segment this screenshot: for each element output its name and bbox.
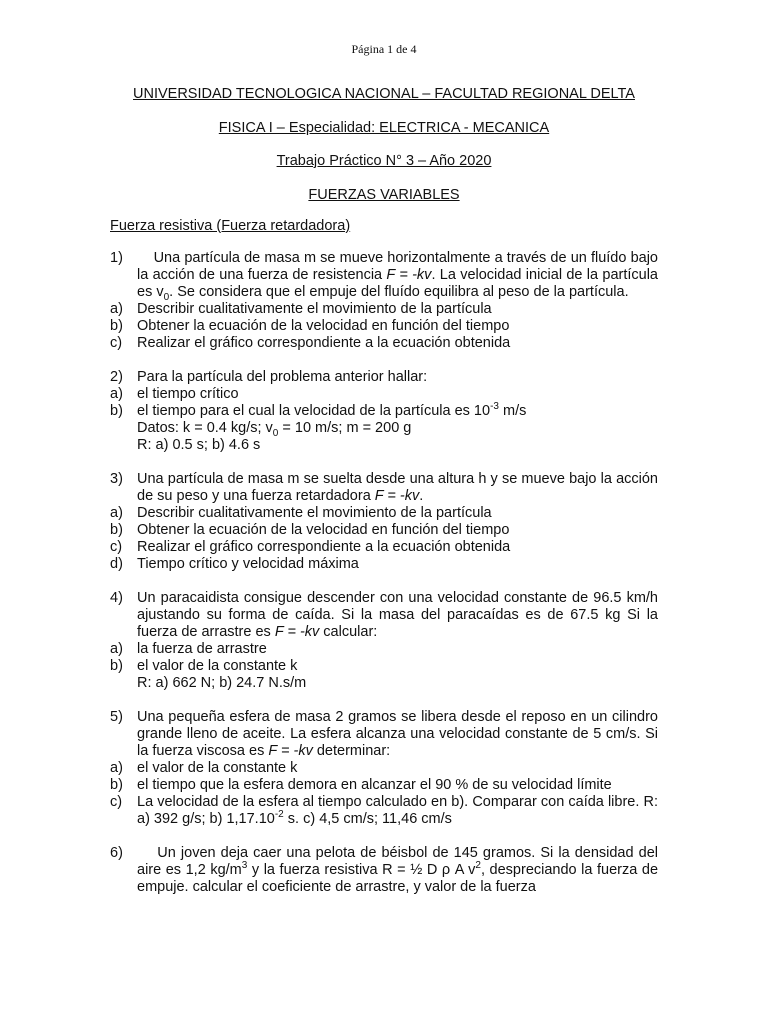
item-label: a)	[110, 386, 123, 402]
problem-3	[110, 471, 658, 573]
item-text: Obtener la ecuación de la velocidad en función del tiempo	[137, 522, 510, 538]
problem-statement: Una pequeña esfera de masa 2 gramos se libera desde el reposo en un cilindro grande lleno de aceite. La esfera alcanza una velocidad constante de 5 cm/s. Si la fuerza viscosa es F = -kv determinar:	[137, 709, 658, 759]
problem-1	[110, 250, 658, 352]
item-label: a)	[110, 760, 123, 776]
item-text: el tiempo para el cual la velocidad de la partícula es $10^{-3}$ m/s	[137, 401, 527, 419]
item-label: a)	[110, 641, 123, 657]
item-text: La velocidad de la esfera al tiempo calculado en b). Comparar con caída libre. R: a) 392 g/s; b) $1,17.10^{-2}$ s. c) 4,5 cm/s; 11,46 cm/s	[137, 794, 658, 827]
problem-number: 5)	[110, 709, 123, 725]
item-label: c)	[110, 794, 123, 810]
problem-number: 3)	[110, 471, 123, 487]
item-label: b)	[110, 403, 123, 419]
problem-6	[110, 845, 658, 896]
problem-statement: Para la partícula del problema anterior hallar:	[137, 369, 428, 385]
assignment-title: Trabajo Práctico N° 3 – Año 2020	[276, 153, 492, 169]
problem-5	[110, 709, 658, 828]
item-label: d)	[110, 556, 123, 572]
problem-4	[110, 590, 658, 692]
item-label: b)	[110, 318, 123, 334]
course-title: FISICA I – Especialidad: ELECTRICA - MECANICA	[218, 120, 550, 136]
item-text: el valor de la constante k	[137, 658, 298, 674]
document-body	[110, 218, 658, 913]
problem-data: Datos: k = 0.4 kg/s; $v_0 = 10$ m/s; m = 200 g	[137, 420, 412, 439]
item-text: el valor de la constante k	[137, 760, 298, 776]
problem-2	[110, 369, 658, 454]
item-text: Describir cualitativamente el movimiento de la partícula	[137, 301, 492, 317]
section-title: Fuerza resistiva (Fuerza retardadora)	[110, 218, 351, 234]
problem-answer: R: a) 662 N; b) 24.7 N.s/m	[137, 675, 307, 691]
item-text: Obtener la ecuación de la velocidad en función del tiempo	[137, 318, 510, 334]
problem-number: 1)	[110, 250, 123, 266]
item-text: Describir cualitativamente el movimiento de la partícula	[137, 505, 492, 521]
item-label: a)	[110, 301, 123, 317]
item-label: b)	[110, 777, 123, 793]
problem-answer: R: a) 0.5 s; b) 4.6 s	[137, 437, 261, 453]
problem-statement: Un joven deja caer una pelota de béisbol de 145 gramos. Si la densidad del aire es 1,2 $kg/m^3$ y la fuerza resistiva R = ½ D ρ A $v^2$, despreciando la fuerza de empuje. calcular el coeficiente de arrastre, y valor de la fuerza	[137, 845, 659, 895]
problem-statement: Una partícula de masa m se suelta desde una altura h y se mueve bajo la acción de su peso y una fuerza retardadora F = -kv.	[137, 471, 658, 504]
problem-statement: Un paracaidista consigue descender con una velocidad constante de 96.5 km/h ajustando su forma de caída. Si la masa del paracaídas es de 67.5 kg Si la fuerza de arrastre es F = -kv calcular:	[137, 590, 658, 640]
problem-statement: Una partícula de masa m se mueve horizontalmente a través de un fluído bajo la acción de una fuerza de resistencia F = -kv. La velocidad inicial de la partícula es $v_0$. Se considera que el empuje del fluído equilibra al peso de la partícula.	[137, 250, 658, 303]
problem-number: 6)	[110, 845, 123, 861]
item-label: b)	[110, 658, 123, 674]
item-label: a)	[110, 505, 123, 521]
topic-title: FUERZAS VARIABLES	[308, 187, 460, 203]
item-text: el tiempo que la esfera demora en alcanzar el 90 % de su velocidad límite	[137, 777, 612, 793]
problem-number: 4)	[110, 590, 123, 606]
page-number: Página 1 de 4	[351, 42, 417, 56]
item-text: Realizar el gráfico correspondiente a la ecuación obtenida	[137, 539, 511, 555]
item-text: el tiempo crítico	[137, 386, 239, 402]
item-label: c)	[110, 539, 123, 555]
problem-number: 2)	[110, 369, 123, 385]
item-text: Realizar el gráfico correspondiente a la ecuación obtenida	[137, 335, 511, 351]
item-text: la fuerza de arrastre	[137, 641, 267, 657]
item-label: b)	[110, 522, 123, 538]
university-title: UNIVERSIDAD TECNOLOGICA NACIONAL – FACULTAD REGIONAL DELTA	[133, 86, 635, 102]
item-text: Tiempo crítico y velocidad máxima	[137, 556, 359, 572]
item-label: c)	[110, 335, 123, 351]
